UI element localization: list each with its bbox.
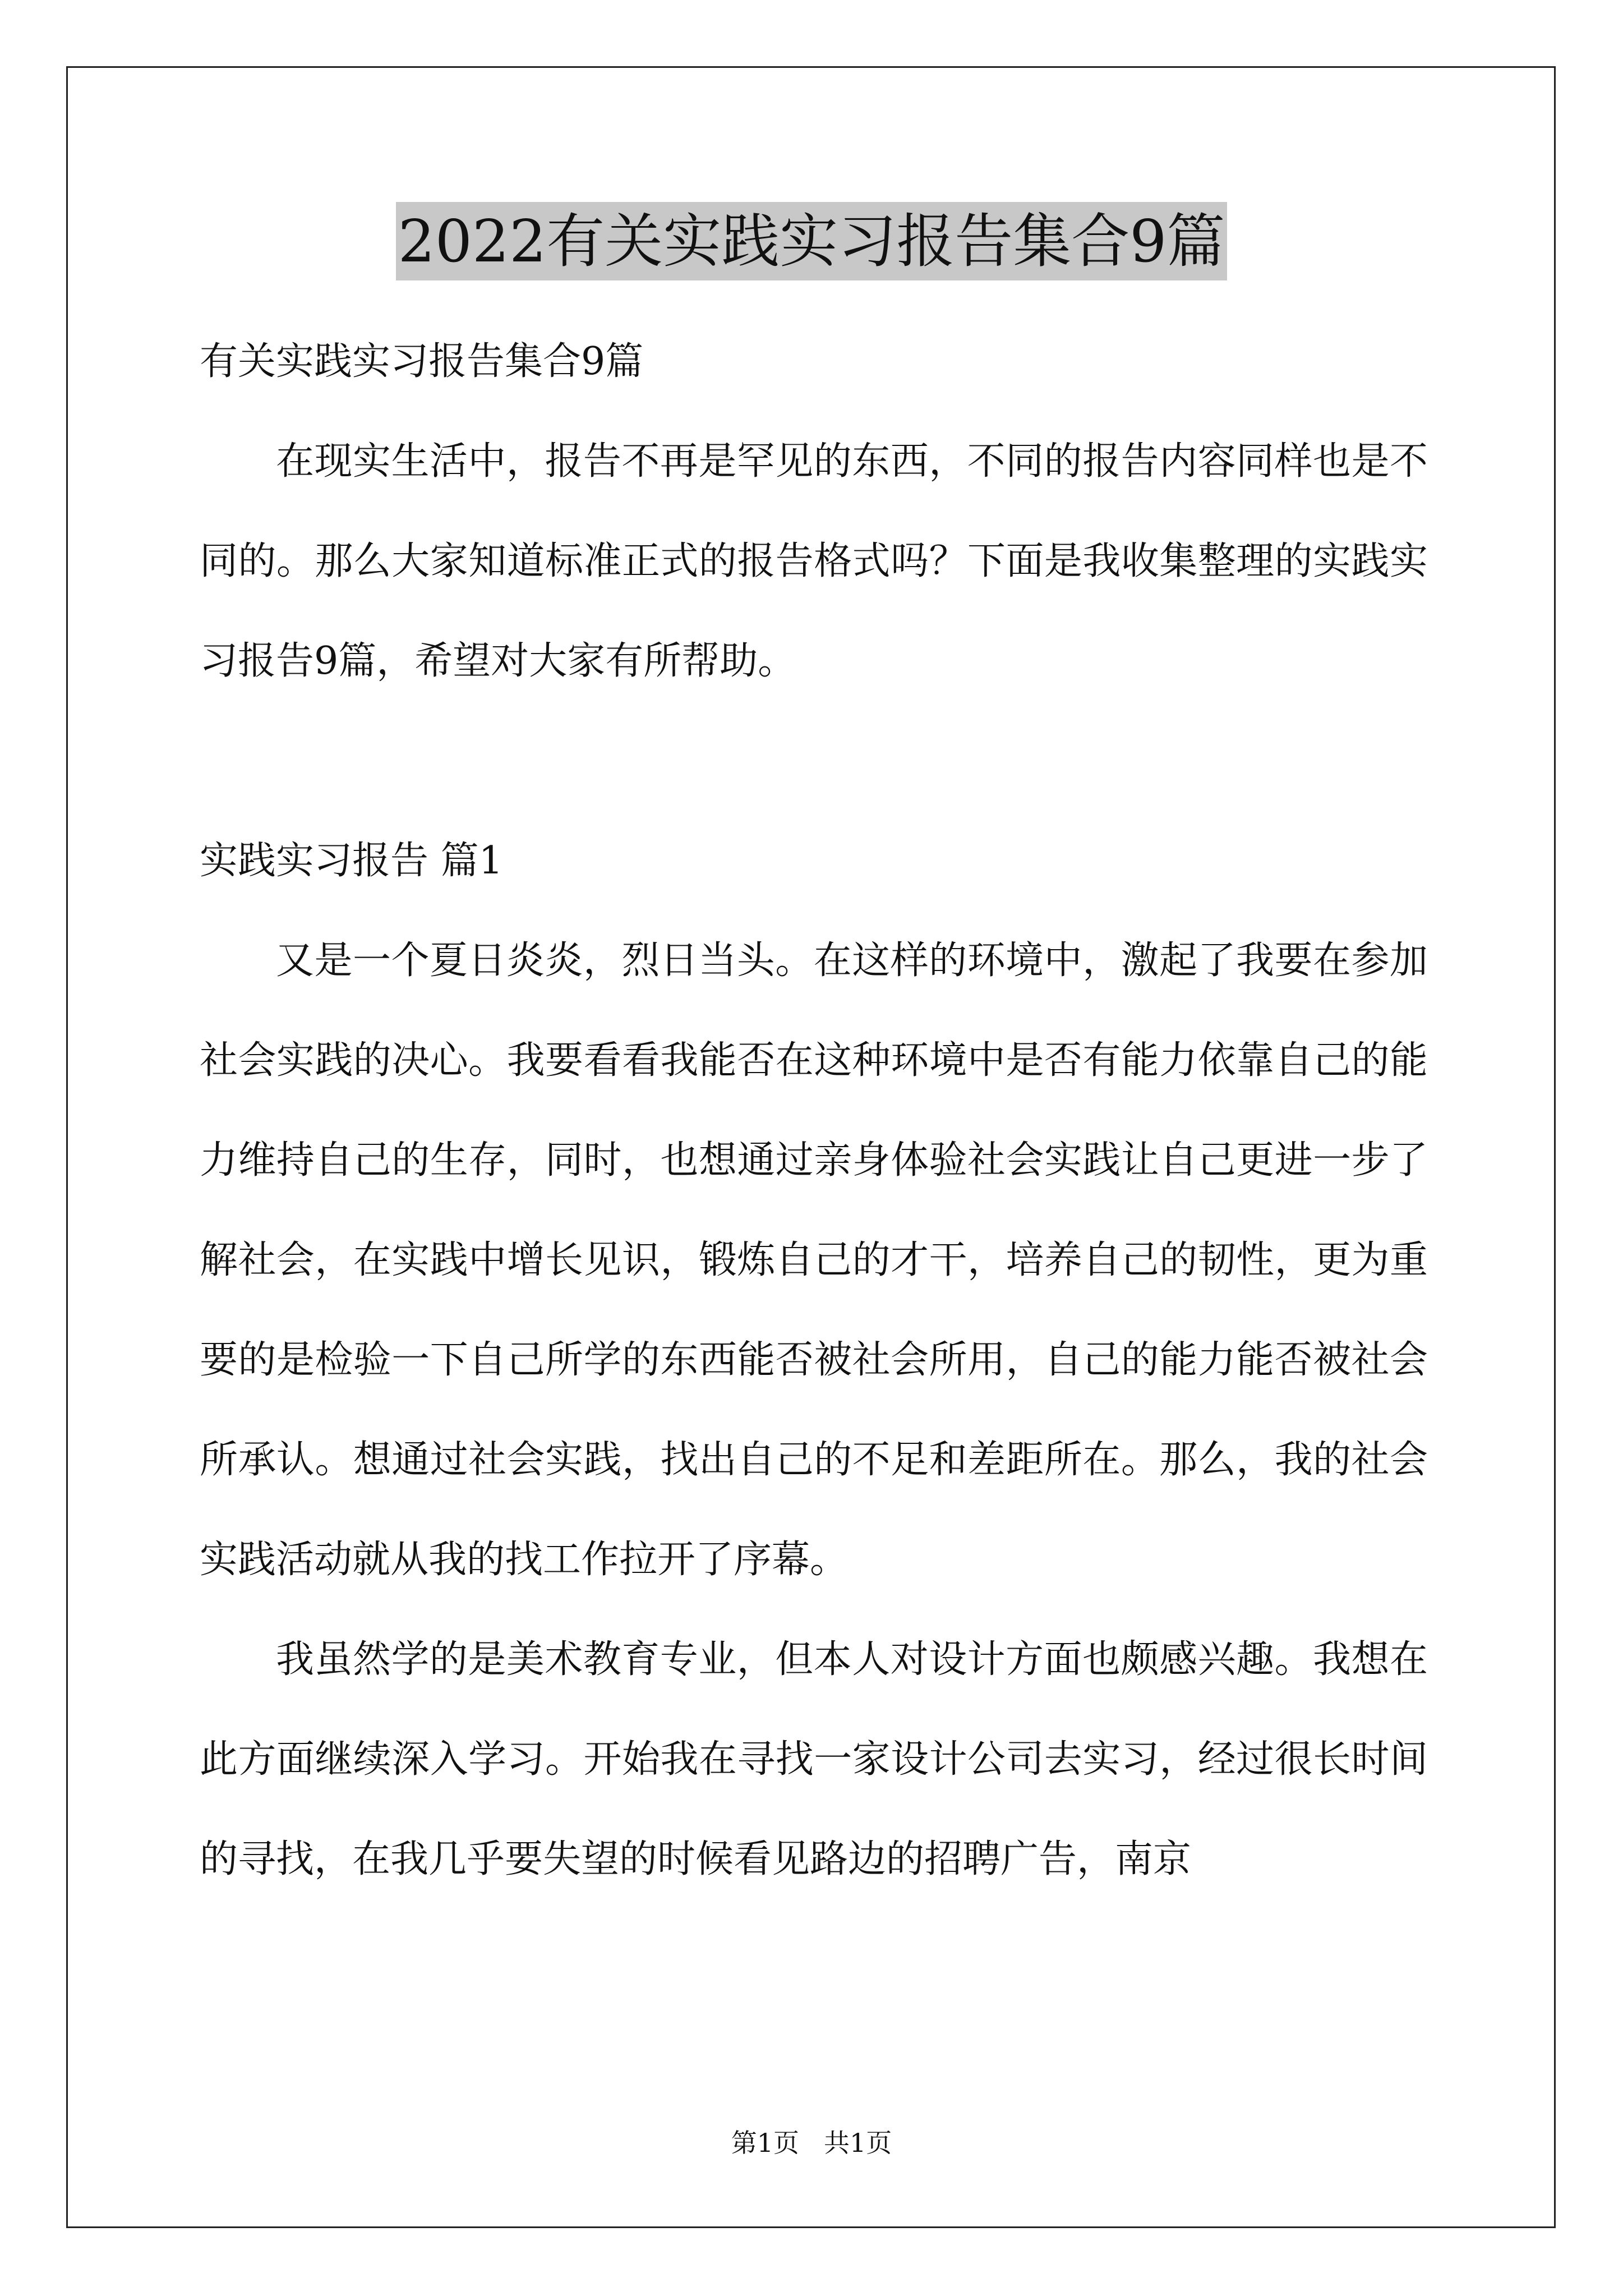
document-subtitle: 有关实践实习报告集合9篇 [200, 339, 644, 384]
section-heading: 实践实习报告 篇1 [200, 839, 503, 883]
body-paragraph: 我虽然学的是美术教育专业，但本人对设计方面也颇感兴趣。我想在此方面继续深入学习。开始我在寻找一家设计公司去实习，经过很长时间的寻找，在我几乎要失望的时候看见路边的招聘广告，南京 [200, 1637, 1428, 1881]
intro-paragraph: 在现实生活中，报告不再是罕见的东西，不同的报告内容同样也是不同的。那么大家知道标准正式的报告格式吗？下面是我收集整理的实践实习报告9篇，希望对大家有所帮助。 [200, 439, 1428, 683]
blank-line [200, 711, 1428, 811]
page-number: 第1页 [731, 2128, 800, 2158]
page-total: 共1页 [823, 2128, 892, 2158]
document-body [200, 312, 1428, 1910]
page-footer [0, 2126, 1623, 2160]
document-title: 2022有关实践实习报告集合9篇 [396, 202, 1228, 280]
body-paragraph: 又是一个夏日炎炎，烈日当头。在这样的环境中，激起了我要在参加社会实践的决心。我要看看我能否在这种环境中是否有能力依靠自己的能力维持自己的生存，同时，也想通过亲身体验社会实践让自己更进一步了解社会，在实践中增长见识，锻炼自己的才干，培养自己的韧性，更为重要的是检验一下自己所学的东西能否被社会所用，自己的能力能否被社会所承认。想通过社会实践，找出自己的不足和差距所在。那么，我的社会实践活动就从我的找工作拉开了序幕。 [200, 938, 1428, 1582]
title-container [0, 202, 1623, 280]
